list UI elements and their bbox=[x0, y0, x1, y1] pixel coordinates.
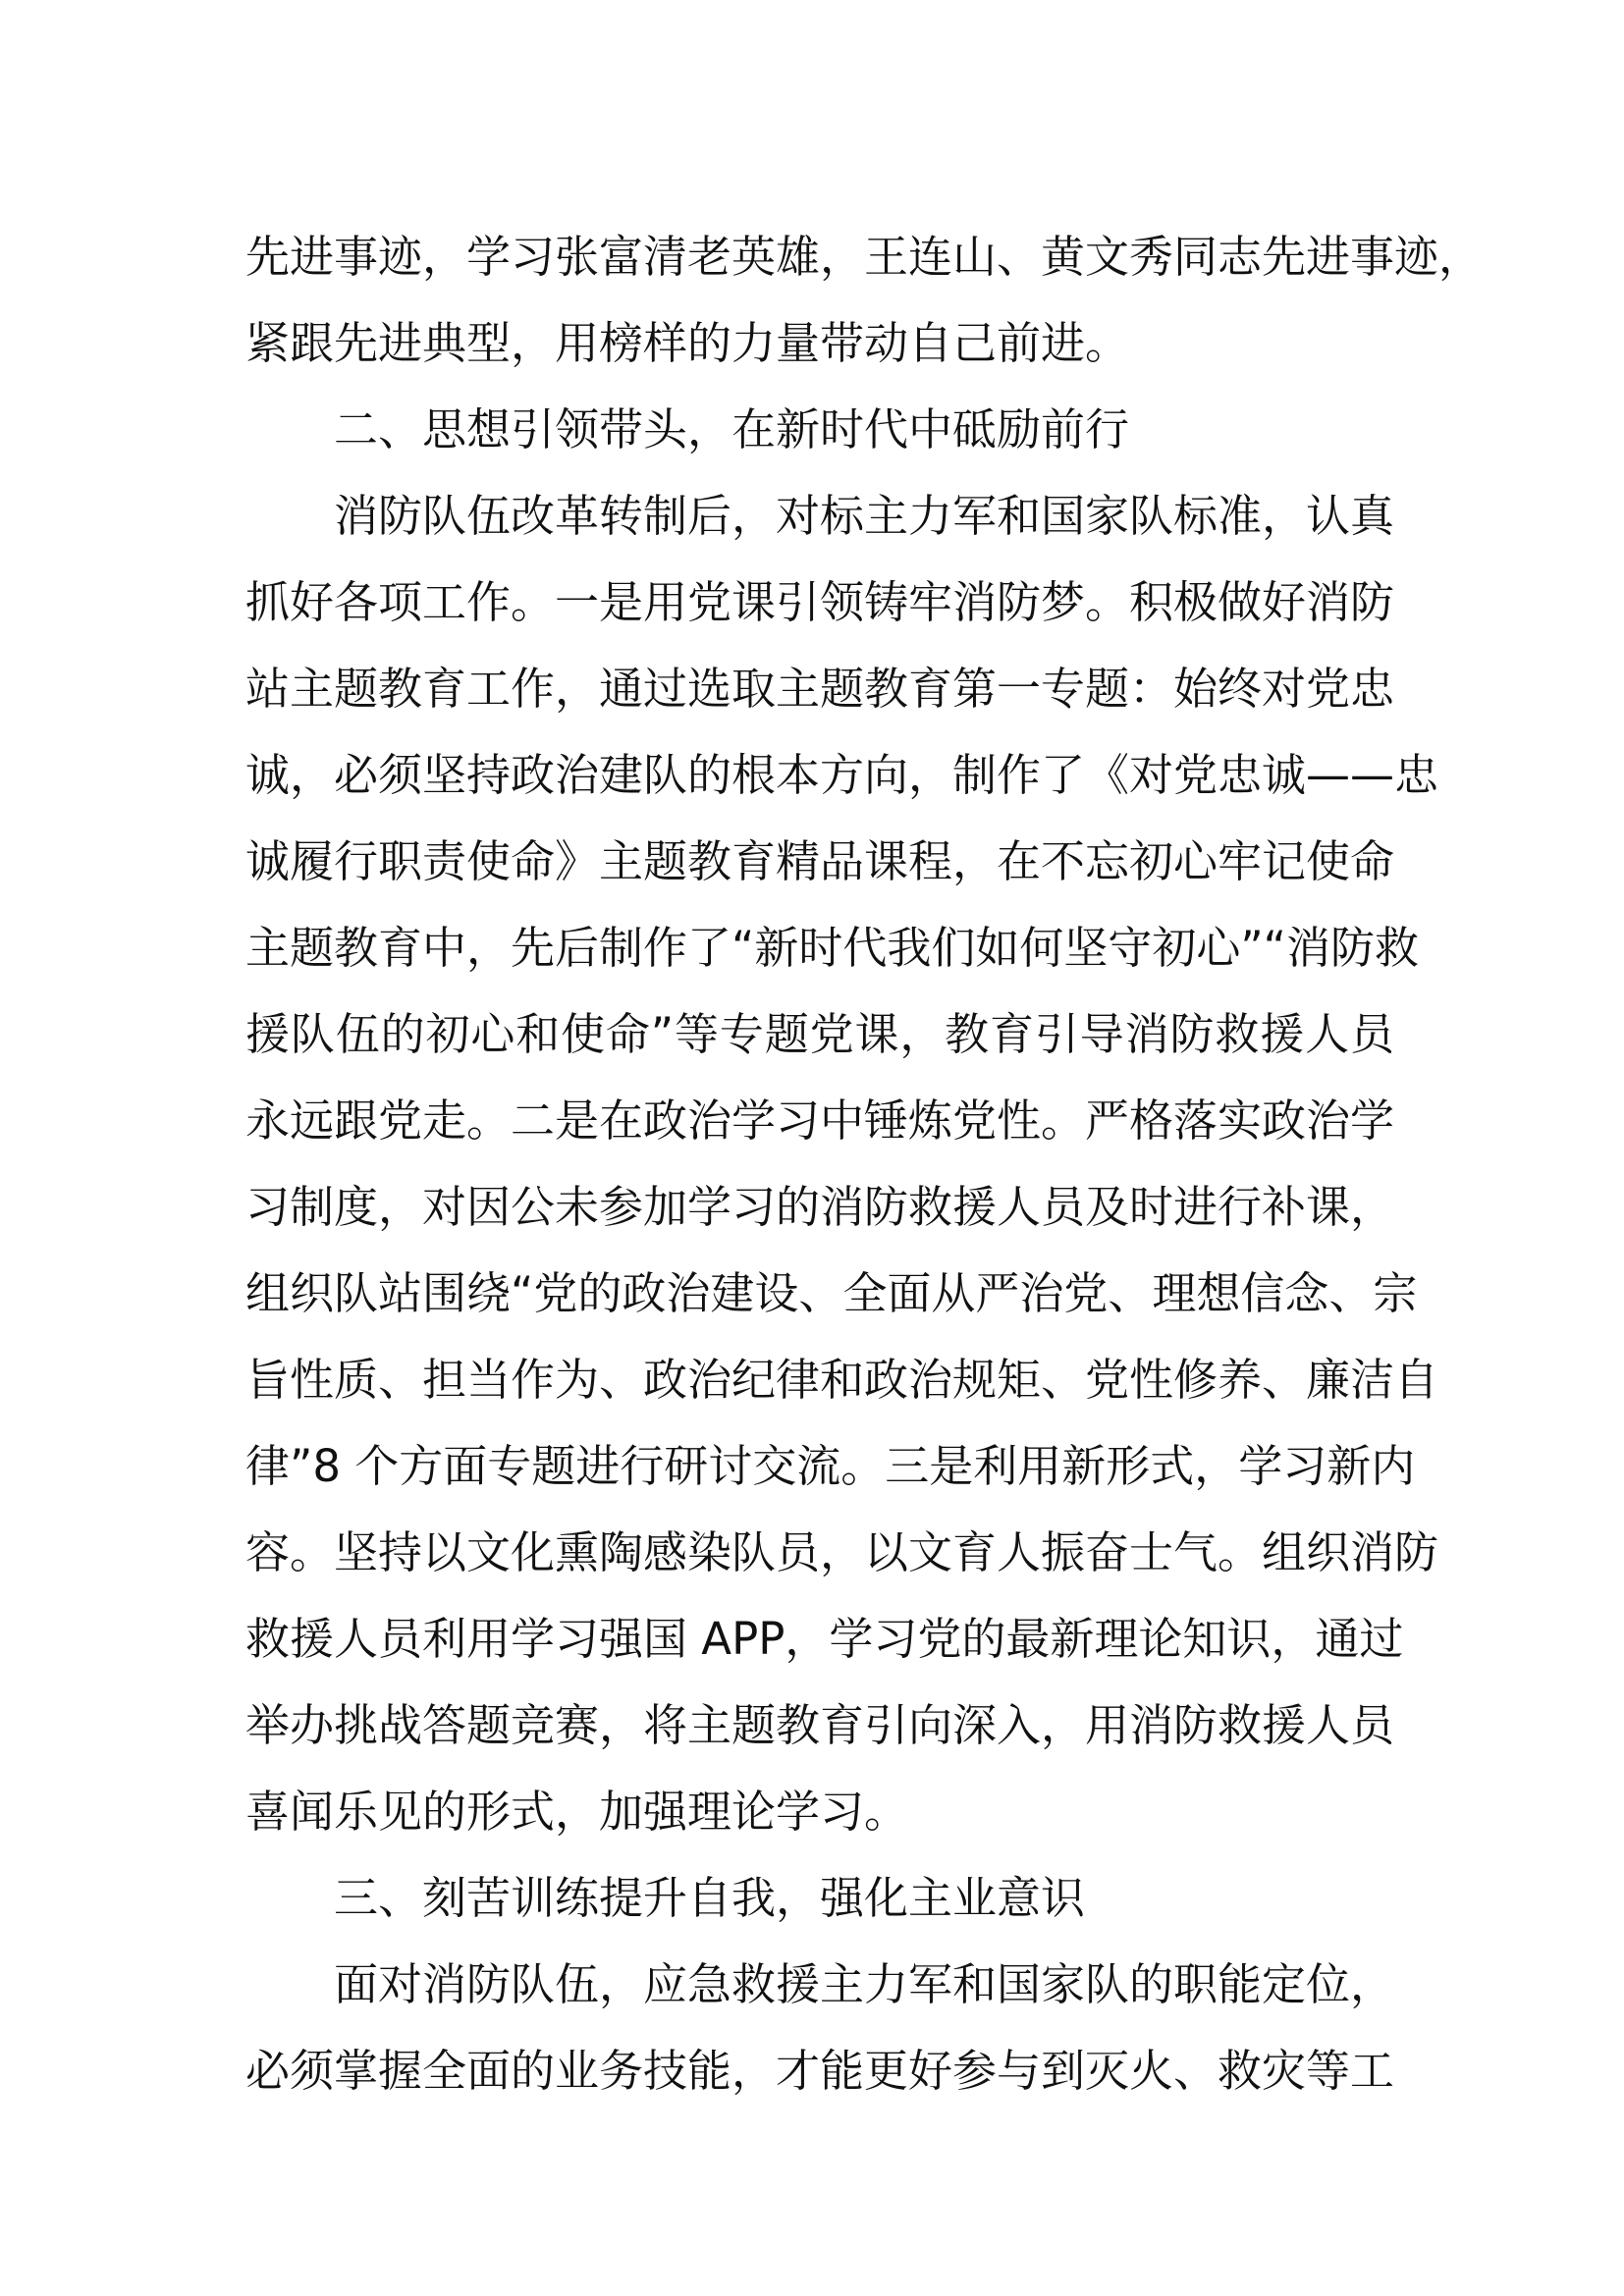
body-line: 永远跟党走。二是在政治学习中锤炼党性。严格落实政治学 bbox=[245, 1095, 1395, 1147]
body-line: 容。坚持以文化熏陶感染队员，以文育人振奋士气。组织消防 bbox=[245, 1526, 1439, 1578]
body-line: 组织队站围绕“党的政治建设、全面从严治党、理想信念、宗 bbox=[245, 1267, 1418, 1319]
body-line: 面对消防队伍，应急救援主力军和国家队的职能定位， bbox=[334, 1958, 1395, 2010]
section-heading: 三、刻苦训练提升自我，强化主业意识 bbox=[334, 1872, 1086, 1924]
body-line: 律”8 个方面专题进行研讨交流。三是利用新形式，学习新内 bbox=[245, 1440, 1416, 1492]
body-line: 诚履行职责使命》主题教育精品课程，在不忘初心牢记使命 bbox=[245, 835, 1395, 887]
body-line: 举办挑战答题竞赛，将主题教育引向深入，用消防救援人员 bbox=[245, 1699, 1395, 1751]
body-line: 先进事迹，学习张富清老英雄，王连山、黄文秀同志先进事迹， bbox=[245, 231, 1484, 283]
body-line: 主题教育中，先后制作了“新时代我们如何坚守初心”“消防救 bbox=[245, 922, 1419, 974]
body-line: 必须掌握全面的业务技能，才能更好参与到灭火、救灾等工 bbox=[245, 2045, 1395, 2097]
body-line: 习制度，对因公未参加学习的消防救援人员及时进行补课， bbox=[245, 1181, 1395, 1233]
body-line: 抓好各项工作。一是用党课引领铸牢消防梦。积极做好消防 bbox=[245, 576, 1395, 628]
body-line: 救援人员利用学习强国 APP，学习党的最新理论知识，通过 bbox=[245, 1613, 1404, 1665]
body-line: 喜闻乐见的形式，加强理论学习。 bbox=[245, 1786, 909, 1838]
body-line: 紧跟先进典型，用榜样的力量带动自己前进。 bbox=[245, 317, 1130, 369]
body-line: 援队伍的初心和使命”等专题党课，教育引导消防救援人员 bbox=[245, 1008, 1394, 1060]
body-line: 消防队伍改革转制后，对标主力军和国家队标准，认真 bbox=[334, 490, 1395, 542]
body-line: 站主题教育工作，通过选取主题教育第一专题：始终对党忠 bbox=[245, 663, 1395, 715]
body-line: 旨性质、担当作为、政治纪律和政治规矩、党性修养、廉洁自 bbox=[245, 1354, 1439, 1406]
section-heading: 二、思想引领带头，在新时代中砥励前行 bbox=[334, 403, 1130, 455]
body-line: 诚，必须坚持政治建队的根本方向，制作了《对党忠诚——忠 bbox=[245, 749, 1439, 801]
